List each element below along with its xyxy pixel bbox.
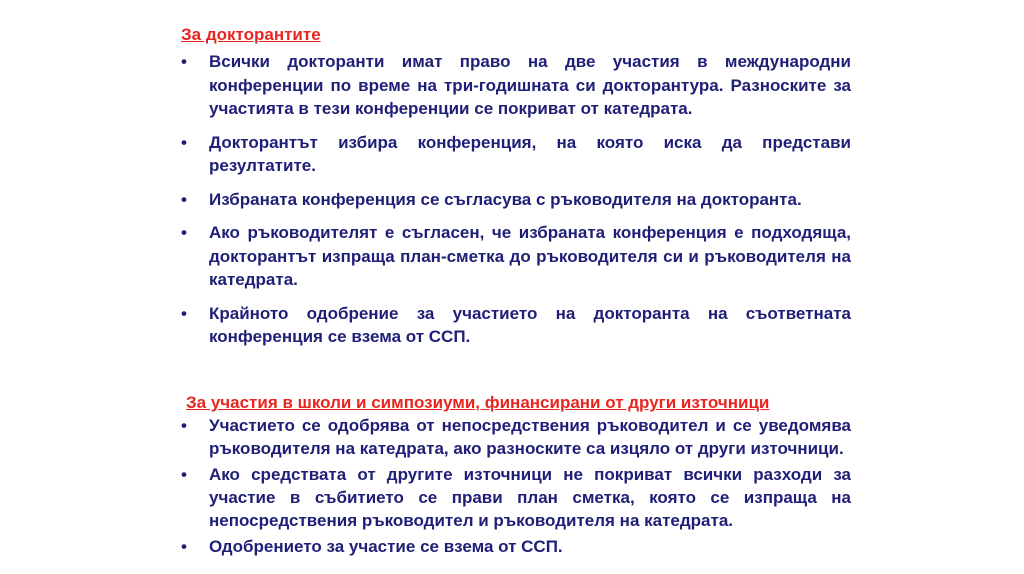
list-item-text: Участието се одобрява от непосредствения ръководител и се уведомява ръководителя на катедрата, ако разноските са изцяло от други източници.	[209, 416, 851, 458]
list-item-text: Одобрението за участие се взема от ССП.	[209, 537, 563, 556]
bullet: •	[181, 416, 187, 435]
list-item-text: Ако ръководителят е съгласен, че избраната конференция е подходяща, докторантът изпраща план-сметка до ръководителя си и ръководителя на катедрата.	[209, 223, 851, 289]
list-item-text: Ако средствата от другите източници не покриват всички разходи за участие в събитието се прави план сметка, която се изпраща на непосредствения ръководител и ръководителя на катедрата.	[209, 465, 851, 530]
doctoral-rules-list	[181, 50, 851, 359]
list-item-text: Избраната конференция се съгласува с ръководителя на докторанта.	[209, 189, 802, 209]
bullet: •	[181, 537, 187, 556]
list-item-text: Всички докторанти имат право на две участия в международни конференции по време на три-годишната си докторантура. Разноските за участията в тези конференции се покриват от катедрата.	[209, 52, 851, 118]
list-item	[181, 302, 851, 349]
bullet: •	[181, 223, 187, 242]
bullet: •	[181, 52, 187, 71]
list-item	[181, 535, 851, 558]
bullet: •	[181, 189, 187, 209]
list-item	[181, 188, 851, 212]
list-item	[181, 221, 851, 292]
bullet: •	[181, 303, 187, 323]
list-item-text: Крайното одобрение за участието на докторанта на съответната конференция се взема от ССП.	[209, 303, 851, 346]
schools-rules-list	[181, 414, 851, 561]
list-item	[181, 414, 851, 460]
list-item-text: Докторантът избира конференция, на която иска да представи резултатите.	[209, 132, 851, 175]
section-heading-schools-symposia: За участия в школи и симпозиуми, финансирани от други източници	[186, 393, 770, 412]
list-item	[181, 50, 851, 121]
list-item	[181, 131, 851, 178]
bullet: •	[181, 132, 187, 152]
section-heading-doctoral-students: За докторантите	[181, 25, 321, 44]
list-item	[181, 463, 851, 532]
bullet: •	[181, 465, 187, 484]
